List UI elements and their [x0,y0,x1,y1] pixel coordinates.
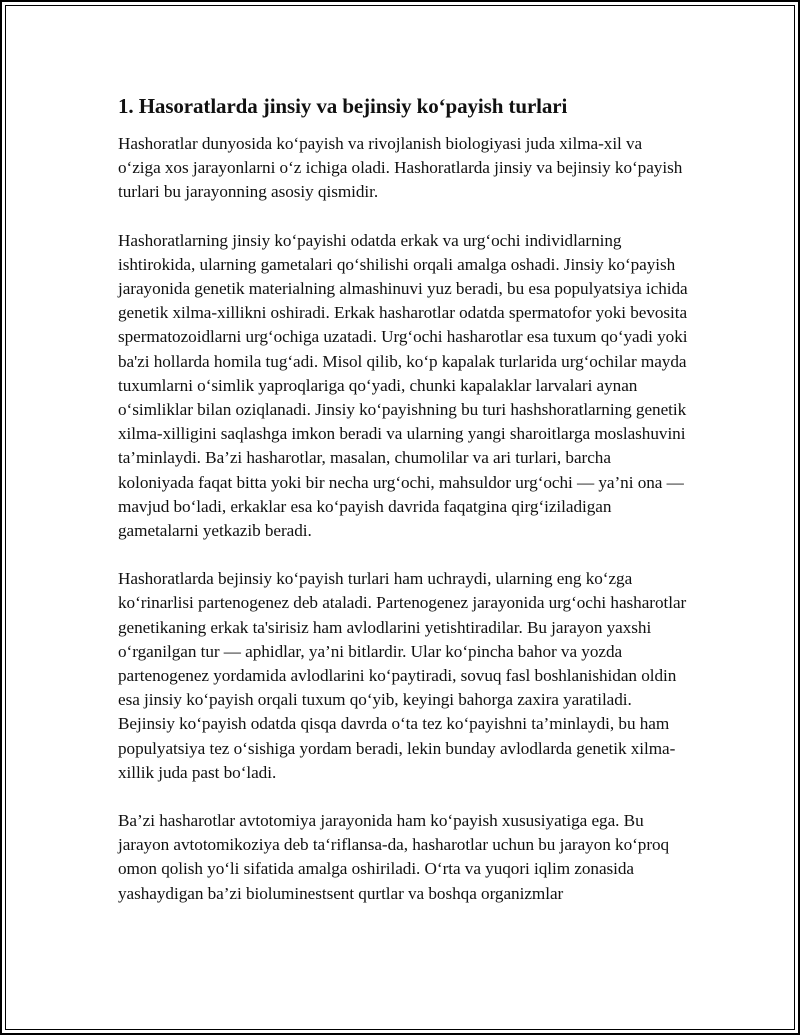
document-body [118,93,688,930]
paragraph-intro: Hashoratlar dunyosida ko‘payish va rivojlanish biologiyasi juda xilma-xil va o‘ziga xos jarayonlarni o‘z ichiga oladi. Hashoratlarda jinsiy va bejinsiy ko‘payish turlari bu jarayonning asosiy qismidir. [118,134,683,202]
paragraph-autotomy: Ba’zi hasharotlar avtotomiya jarayonida ham ko‘payish xususiyatiga ega. Bu jarayon avtotomikoziya deb ta‘riflansa-da, hasharotlar uchun bu jarayon ko‘proq omon qolish yo‘li sifatida amalga oshiriladi. O‘rta va yuqori iqlim zonasida yashaydigan ba’zi bioluminestsent qurtlar va boshqa organizmlar [118,811,670,903]
paragraph-asexual-reproduction: Hashoratlarda bejinsiy ko‘payish turlari ham uchraydi, ularning eng ko‘zga ko‘rinarlisi partenogenez deb ataladi. Partenogenez jarayonida urg‘ochi hasharotlar genetikaning erkak ta'sirisiz ham avlodlarini yetishtiradilar. Bu jarayon yaxshi o‘rganilgan tur — aphidlar, ya’ni bitlardir. Ular ko‘pincha bahor va yozda partenogenez yordamida avlodlarini ko‘paytiradi, sovuq fasl boshlanishidan oldin esa jinsiy ko‘payish orqali tuxum qo‘yib, keyingi bahorga zaxira yaratiladi. Bejinsiy ko‘payish odatda qisqa davrda o‘ta tez ko‘payishni ta’minlaydi, bu ham populyatsiya tez o‘sishiga yordam beradi, lekin bunday avlodlarda genetik xilma-xillik juda past bo‘ladi. [118,569,687,782]
paragraph-sexual-reproduction: Hashoratlarning jinsiy ko‘payishi odatda erkak va urg‘ochi individlarning ishtirokida, ularning gametalari qo‘shilishi orqali amalga oshadi. Jinsiy ko‘payish jarayonida genetik materialning almashinuvi yuz beradi, bu esa populyatsiya ichida genetik xilma-xillikni oshiradi. Erkak hasharotlar odatda spermatofor yoki bevosita spermatozoidlarni urg‘ochiga uzatadi. Urg‘ochi hasharotlar esa tuxum qo‘yadi yoki ba'zi hollarda homila tug‘adi. Misol qilib, ko‘p kapalak turlarida urg‘ochilar mayda tuxumlarni o‘simlik yaproqlariga qo‘yadi, chunki kapalaklar larvalari aynan o‘simliklar bilan oziqlanadi. Jinsiy ko‘payishning bu turi hashshoratlarning genetik xilma-xilligini saqlashga imkon beradi va ularning yangi sharoitlarga moslashuvini ta’minlaydi. Ba’zi hasharotlar, masalan, chumolilar va ari turlari, barcha koloniyada faqat bitta yoki bir necha urg‘ochi, mahsuldor urg‘ochi — ya’ni ona — mavjud bo‘ladi, erkaklar esa ko‘payish davrida faqatgina qirg‘iziladigan gametalarni yetkazib beradi. [118,230,688,541]
section-heading: 1. Hasoratlarda jinsiy va bejinsiy ko‘payish turlari [118,94,568,118]
